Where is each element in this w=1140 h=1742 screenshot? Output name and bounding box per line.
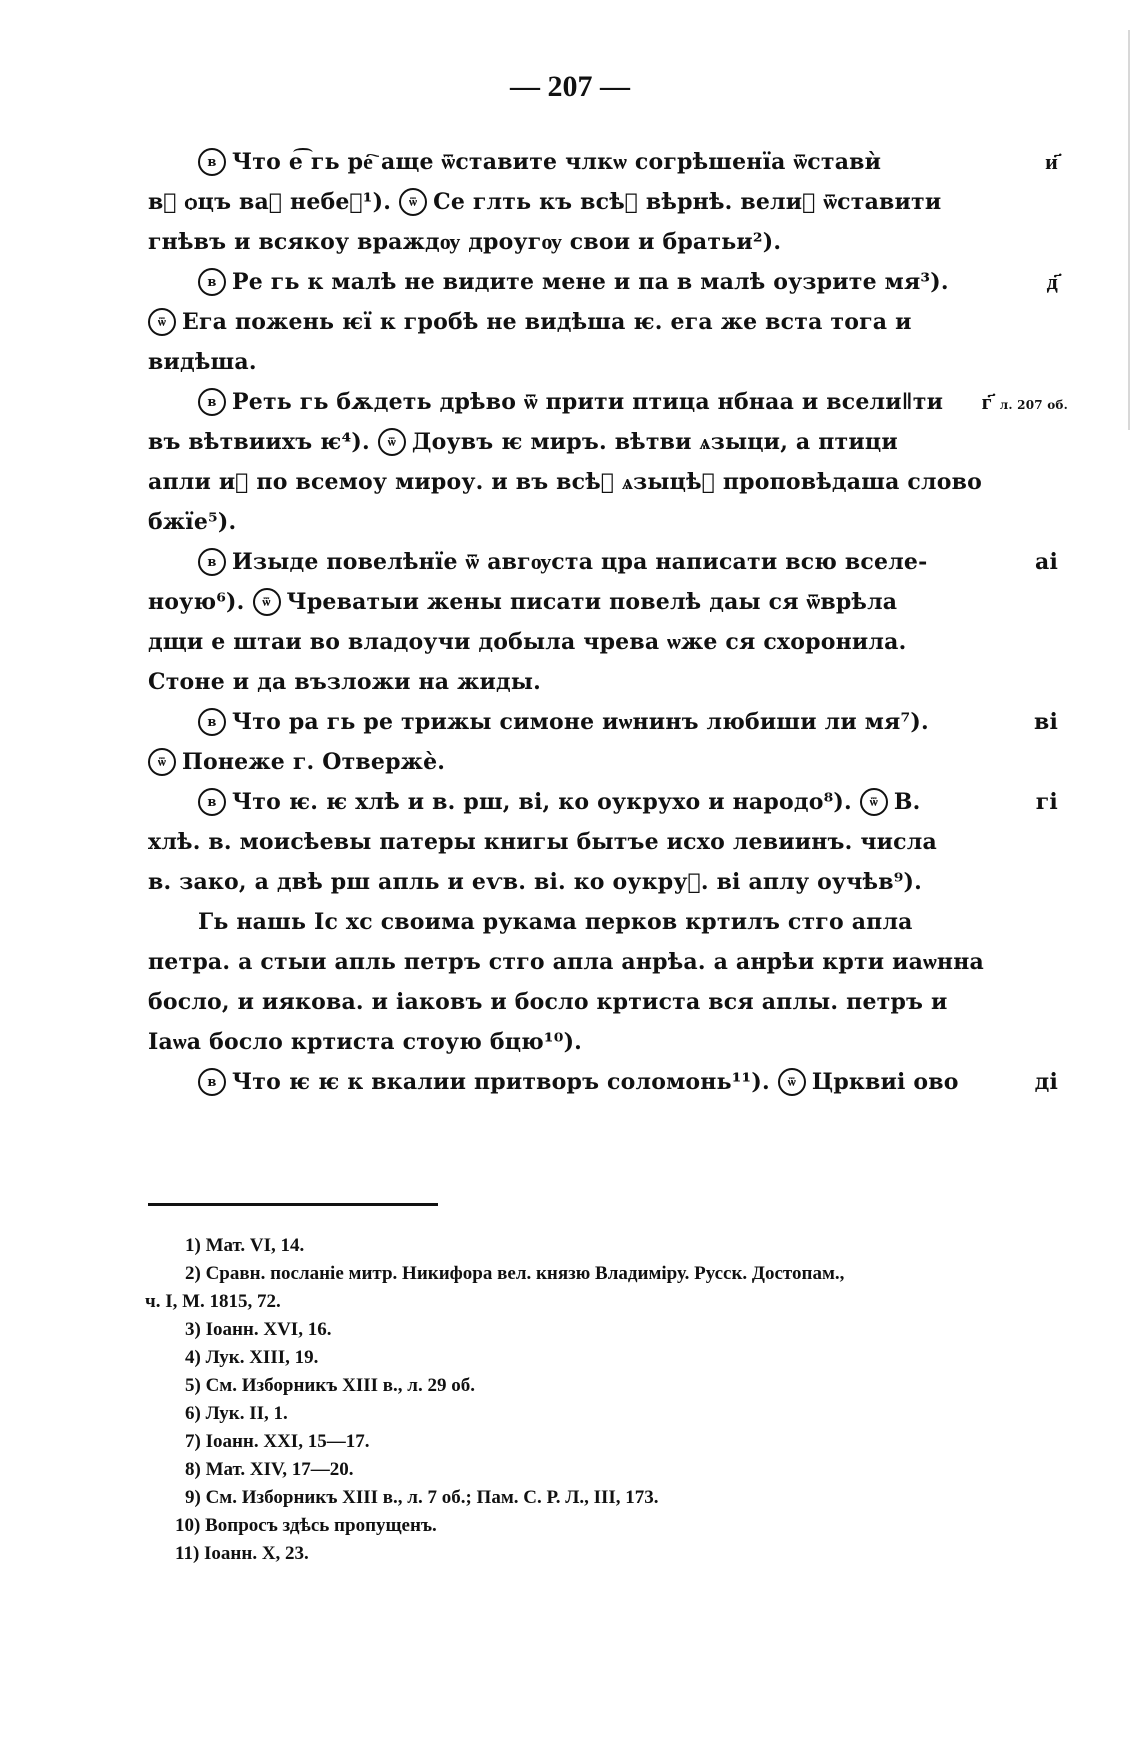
footnote: ч. I, M. 1815, 72. xyxy=(145,1291,281,1312)
circled-marker: ѿ xyxy=(253,588,281,616)
footnote: 1) Мат. VI, 14. xyxy=(185,1235,305,1256)
text-line xyxy=(148,582,1048,622)
line-text: Что ѥ. ѥ хлѣ и в. рш, ві, ко оукрухо и народо⁸). xyxy=(232,789,852,815)
text-line xyxy=(148,342,1048,382)
text-line xyxy=(148,302,1048,342)
text-line xyxy=(148,942,1048,982)
page-number: — 207 — xyxy=(510,70,630,103)
line-text: гнѣвъ и всякоу враждѹ дроугѹ свои и братьи²). xyxy=(148,229,782,255)
circled-marker: в xyxy=(198,388,226,416)
circled-marker: в xyxy=(198,548,226,576)
circled-marker: ѿ xyxy=(148,308,176,336)
line-text: Ре гь к малѣ не видите мене и па в малѣ оузрите мя³). xyxy=(232,269,949,295)
margin-number xyxy=(1036,782,1058,822)
circled-marker: ѿ xyxy=(148,748,176,776)
line-text: ноую⁶). xyxy=(148,589,245,615)
line-text: Іаѡа босло кртиста стоую бцю¹⁰). xyxy=(148,1029,583,1055)
margin-number xyxy=(1047,262,1058,302)
margin-number xyxy=(982,382,1068,425)
circled-marker: ѿ xyxy=(378,428,406,456)
circled-marker: в xyxy=(198,148,226,176)
main-text xyxy=(148,142,1068,1102)
footnote: 7) Іоанн. XXI, 15—17. xyxy=(185,1431,370,1452)
text-line xyxy=(148,222,1048,262)
line-text: видѣша. xyxy=(148,349,257,375)
footnotes xyxy=(145,1232,1065,1568)
margin-number xyxy=(1045,142,1058,182)
footnote: 11) Іоанн. X, 23. xyxy=(175,1543,309,1564)
text-line xyxy=(148,742,1048,782)
circled-marker: ѿ xyxy=(778,1068,806,1096)
text-line xyxy=(148,1062,1058,1102)
text-line xyxy=(148,622,1048,662)
footnote: 2) Сравн. посланіе митр. Никифора вел. князю Владиміру. Русск. Достопам., xyxy=(185,1263,845,1284)
text-line xyxy=(148,502,1048,542)
margin-number-text: ді xyxy=(1034,1069,1058,1095)
text-line xyxy=(148,662,1048,702)
line-text: босло, и иякова. и іаковъ и босло кртиста вся аплы. петръ и xyxy=(148,989,948,1015)
circled-marker: в xyxy=(198,268,226,296)
circled-marker: ѿ xyxy=(399,188,427,216)
margin-number-text: г҃ xyxy=(981,389,992,415)
line-text-continued: Чреватыи жены писати повелѣ даы ся ѿврѣла xyxy=(286,589,898,615)
margin-number xyxy=(1035,1062,1058,1102)
text-line xyxy=(148,182,1048,222)
text-line xyxy=(148,702,1058,742)
line-text: вᷓ ѻцъ ваᷓ небеᷓ¹). xyxy=(148,189,392,215)
footnote: 3) Іоанн. XVI, 16. xyxy=(185,1319,332,1340)
footnote: 6) Лук. II, 1. xyxy=(185,1403,288,1424)
text-line xyxy=(148,862,1048,902)
text-line xyxy=(148,542,1058,582)
line-text: Стоне и да възложи на жиды. xyxy=(148,669,542,695)
circled-marker: в xyxy=(198,788,226,816)
text-line xyxy=(148,982,1048,1022)
line-text: Что ра гь ре трижы симоне иѡнинъ любиши ли мя⁷). xyxy=(232,709,929,735)
footnote: 9) См. Изборникъ XIII в., л. 7 об.; Пам. С. Р. Л., III, 173. xyxy=(185,1487,659,1508)
circled-marker: в xyxy=(198,708,226,736)
line-text: Ега пожень ѥї к гробѣ не видѣша ѥ. ега же вста тога и xyxy=(182,309,912,335)
margin-number xyxy=(1035,542,1058,582)
margin-number-text: гі xyxy=(1035,789,1058,815)
text-line xyxy=(148,262,1058,302)
footnote: 10) Вопросъ здѣсь пропущенъ. xyxy=(175,1515,437,1536)
text-line xyxy=(148,462,1048,502)
line-text: въ вѣтвиихъ ѥ⁴). xyxy=(148,429,370,455)
line-text: Гь нашь Іс хс своима рукама перков кртилъ стго апла xyxy=(198,909,913,935)
line-text: дщи е штаи во владоучи добыла чрева ѡже ся схоронила. xyxy=(148,629,907,655)
footnote-rule xyxy=(148,1203,438,1206)
text-line xyxy=(148,142,1058,182)
line-text: хлѣ. в. моисѣевы патеры книгы бытъе исхо левиинъ. числа xyxy=(148,829,937,855)
footnote: 5) См. Изборникъ XIII в., л. 29 об. xyxy=(185,1375,475,1396)
line-text: Изыде повелѣнїе ѿ авгѹста цра написати всю вселе- xyxy=(232,549,928,575)
margin-number-text: аі xyxy=(1034,549,1058,575)
line-text-continued: Црквиі ово xyxy=(811,1069,959,1095)
line-text: Понеже г. Отвержѐ. xyxy=(182,749,446,775)
text-line xyxy=(148,822,1048,862)
line-text-continued: Се глть къ всѣᷓ вѣрнѣ. велиᷓ ѿставити xyxy=(433,189,942,215)
line-text: Что ѥ ѥ к вкалии притворъ соломонь¹¹). xyxy=(232,1069,770,1095)
line-text: апли иᷓ по всемоу мироу. и въ всѣᷓ ѧзыцѣᷓ проповѣдаша слово xyxy=(148,469,982,495)
text-line xyxy=(148,782,1058,822)
line-text: петра. а стыи апль петръ стго апла анрѣа. а анрѣи крти иаѡнна xyxy=(148,949,984,975)
footnote: 8) Мат. XIV, 17—20. xyxy=(185,1459,354,1480)
footnote: 4) Лук. XIII, 19. xyxy=(185,1347,319,1368)
text-line xyxy=(148,382,1068,422)
circled-marker: в xyxy=(198,1068,226,1096)
margin-number-text: и҃ xyxy=(1045,149,1058,175)
line-text: в. зако, а двѣ рш апль и еѵв. ві. ко оукруᷓ. ві аплу оучѣв⁹). xyxy=(148,869,923,895)
line-text: бжїе⁵). xyxy=(148,509,237,535)
line-text: Что е͡ гь ре҇ аще ѿставите члкѡ согрѣшенїа ѿставѝ xyxy=(232,149,882,175)
line-text: Реть гь бѫдеть дрѣво ѿ прити птица нбнаа и вселиǁти xyxy=(232,389,944,415)
margin-number-text: ві xyxy=(1033,709,1058,735)
text-line xyxy=(148,902,1048,942)
margin-number xyxy=(1034,702,1058,742)
margin-number-text: д҃ xyxy=(1046,269,1058,295)
circled-marker: ѿ xyxy=(860,788,888,816)
text-line xyxy=(148,422,1048,462)
line-text-continued: Доувъ ѥ миръ. вѣтви ѧзыци, а птици xyxy=(411,429,898,455)
leaf-reference: л. 207 об. xyxy=(999,398,1068,412)
line-text-continued: В. xyxy=(893,789,921,815)
text-line xyxy=(148,1022,1048,1062)
